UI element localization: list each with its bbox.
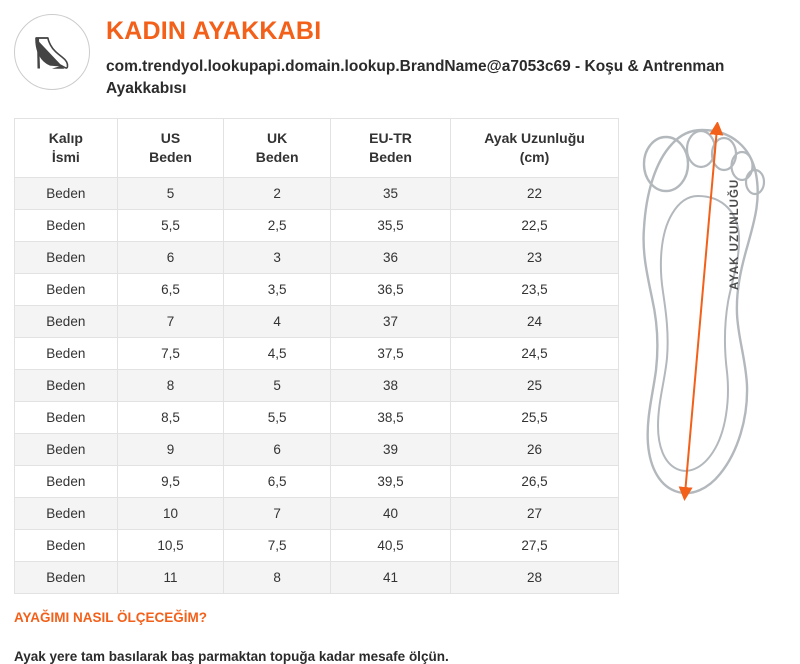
table-row (15, 338, 619, 370)
column-header-ayak-uzunlugu (451, 119, 619, 178)
page-subtitle: com.trendyol.lookupapi.domain.lookup.BrandName@a7053c69 - Koşu & Antrenman Ayakkabısı (106, 57, 725, 97)
table-row (15, 242, 619, 274)
cell-eu-tr-beden: 37,5 (330, 338, 450, 370)
size-table-wrapper (14, 118, 619, 594)
column-header-line: Beden (255, 149, 299, 166)
page-title: KADIN AYAKKABI (106, 17, 322, 45)
cell-uk-beden: 4,5 (224, 338, 331, 370)
cell-us-beden: 10 (117, 498, 224, 530)
cell-ayak-uzunlugu: 24,5 (451, 338, 619, 370)
cell-ayak-uzunlugu: 23 (451, 242, 619, 274)
cell-eu-tr-beden: 37 (330, 306, 450, 338)
cell-uk-beden: 6,5 (224, 466, 331, 498)
cell-uk-beden: 8 (224, 562, 331, 594)
column-header-us-beden (117, 119, 224, 178)
table-row (15, 562, 619, 594)
table-body (15, 178, 619, 594)
cell-ayak-uzunlugu: 25 (451, 370, 619, 402)
cell-ayak-uzunlugu: 26 (451, 434, 619, 466)
column-header-uk-beden (224, 119, 331, 178)
foot-sole-diagram (620, 122, 785, 522)
cell-uk-beden: 7,5 (224, 530, 331, 562)
measure-arrow-icon (685, 128, 717, 494)
table-row (15, 498, 619, 530)
cell-uk-beden: 6 (224, 434, 331, 466)
size-table (14, 118, 619, 594)
cell-eu-tr-beden: 35 (330, 178, 450, 210)
cell-us-beden: 6 (117, 242, 224, 274)
table-row (15, 210, 619, 242)
cell-uk-beden: 2 (224, 178, 331, 210)
cell-us-beden: 5 (117, 178, 224, 210)
cell-kalip-ismi: Beden (15, 338, 118, 370)
measure-answer: Ayak yere tam basılarak baş parmaktan topuğa kadar mesafe ölçün. (14, 649, 449, 664)
table-row (15, 434, 619, 466)
table-row (15, 466, 619, 498)
cell-ayak-uzunlugu: 23,5 (451, 274, 619, 306)
cell-kalip-ismi: Beden (15, 498, 118, 530)
cell-eu-tr-beden: 38 (330, 370, 450, 402)
cell-eu-tr-beden: 35,5 (330, 210, 450, 242)
cell-uk-beden: 7 (224, 498, 331, 530)
cell-us-beden: 6,5 (117, 274, 224, 306)
cell-uk-beden: 4 (224, 306, 331, 338)
cell-eu-tr-beden: 40,5 (330, 530, 450, 562)
column-header-line: UK (267, 130, 288, 147)
column-header-line: Beden (149, 149, 192, 166)
column-header-line: Beden (369, 149, 412, 166)
high-heel-shoe-icon (14, 14, 90, 90)
header-text-block (106, 14, 766, 100)
table-row (15, 306, 619, 338)
foot-diagram (619, 118, 786, 522)
column-header-line: Kalıp (48, 130, 83, 147)
cell-kalip-ismi: Beden (15, 274, 118, 306)
foot-length-label: AYAK UZUNLUĞU (729, 179, 741, 291)
column-header-eu-tr-beden (330, 119, 450, 178)
cell-uk-beden: 3,5 (224, 274, 331, 306)
table-row (15, 530, 619, 562)
table-row (15, 178, 619, 210)
cell-uk-beden: 5 (224, 370, 331, 402)
cell-kalip-ismi: Beden (15, 306, 118, 338)
cell-ayak-uzunlugu: 26,5 (451, 466, 619, 498)
cell-kalip-ismi: Beden (15, 242, 118, 274)
cell-uk-beden: 5,5 (224, 402, 331, 434)
column-header-line: (cm) (519, 149, 550, 166)
cell-ayak-uzunlugu: 28 (451, 562, 619, 594)
cell-ayak-uzunlugu: 22,5 (451, 210, 619, 242)
column-header-line: EU-TR (369, 130, 412, 147)
cell-eu-tr-beden: 39,5 (330, 466, 450, 498)
column-header-kalip-ismi (15, 119, 118, 178)
cell-kalip-ismi: Beden (15, 530, 118, 562)
table-row (15, 402, 619, 434)
cell-us-beden: 8,5 (117, 402, 224, 434)
cell-eu-tr-beden: 36,5 (330, 274, 450, 306)
cell-us-beden: 8 (117, 370, 224, 402)
cell-ayak-uzunlugu: 24 (451, 306, 619, 338)
cell-us-beden: 9,5 (117, 466, 224, 498)
cell-ayak-uzunlugu: 27 (451, 498, 619, 530)
table-header-row (15, 119, 619, 178)
cell-ayak-uzunlugu: 22 (451, 178, 619, 210)
column-header-line: US (160, 130, 181, 147)
cell-us-beden: 10,5 (117, 530, 224, 562)
cell-kalip-ismi: Beden (15, 370, 118, 402)
footer (0, 594, 800, 664)
cell-uk-beden: 2,5 (224, 210, 331, 242)
cell-eu-tr-beden: 38,5 (330, 402, 450, 434)
cell-kalip-ismi: Beden (15, 178, 118, 210)
table-head (15, 119, 619, 178)
cell-us-beden: 11 (117, 562, 224, 594)
cell-us-beden: 9 (117, 434, 224, 466)
header (0, 0, 800, 100)
main-content (0, 100, 800, 594)
cell-eu-tr-beden: 39 (330, 434, 450, 466)
cell-eu-tr-beden: 40 (330, 498, 450, 530)
table-row (15, 274, 619, 306)
cell-ayak-uzunlugu: 27,5 (451, 530, 619, 562)
cell-eu-tr-beden: 41 (330, 562, 450, 594)
cell-kalip-ismi: Beden (15, 466, 118, 498)
cell-us-beden: 7 (117, 306, 224, 338)
column-header-line: İsmi (51, 149, 80, 166)
measure-question: AYAĞIMI NASIL ÖLÇECEĞİM? (14, 610, 208, 626)
cell-us-beden: 5,5 (117, 210, 224, 242)
table-row (15, 370, 619, 402)
cell-ayak-uzunlugu: 25,5 (451, 402, 619, 434)
cell-eu-tr-beden: 36 (330, 242, 450, 274)
cell-kalip-ismi: Beden (15, 562, 118, 594)
column-header-line: Ayak Uzunluğu (484, 130, 585, 147)
cell-us-beden: 7,5 (117, 338, 224, 370)
cell-uk-beden: 3 (224, 242, 331, 274)
cell-kalip-ismi: Beden (15, 210, 118, 242)
cell-kalip-ismi: Beden (15, 434, 118, 466)
cell-kalip-ismi: Beden (15, 402, 118, 434)
